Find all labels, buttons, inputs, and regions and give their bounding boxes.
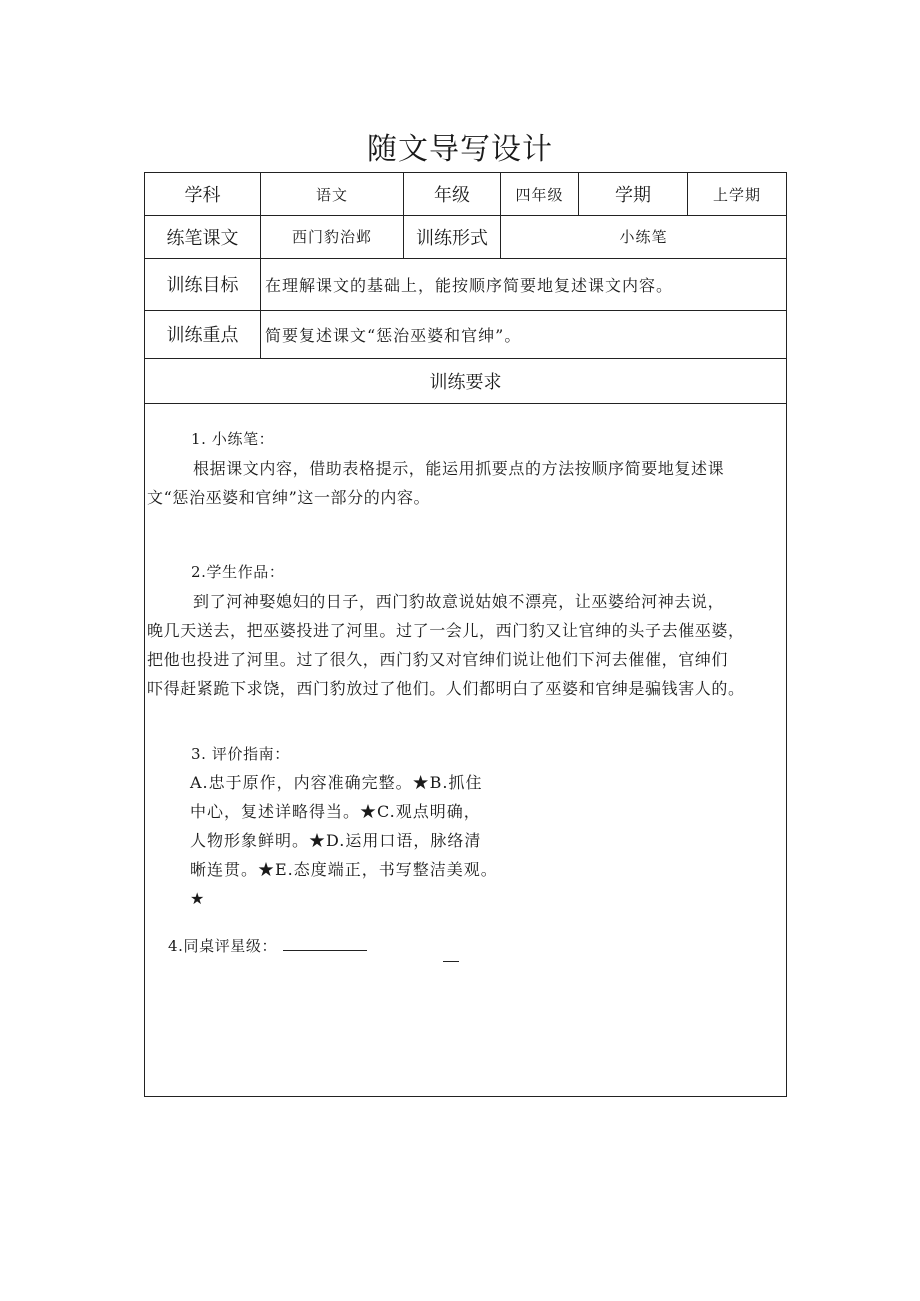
requirements-title: 训练要求 — [429, 371, 502, 393]
design-table — [144, 172, 787, 1097]
grade-label: 年级 — [403, 173, 500, 215]
section1-line: 根据课文内容，借助表格提示，能运用抓要点的方法按顺序简要地复述课 — [193, 459, 725, 478]
table-row-goal — [145, 258, 786, 311]
term-value: 上学期 — [687, 173, 786, 215]
evaluation-line: 晰连贯。★E.态度端正，书写整洁美观。 — [190, 860, 498, 879]
focus-label: 训练重点 — [166, 325, 239, 346]
evaluation-line: 中心，复述详略得当。★C.观点明确， — [190, 802, 481, 821]
goal-value: 在理解课文的基础上，能按顺序简要地复述课文内容。 — [260, 258, 786, 310]
table-row-focus — [145, 310, 786, 359]
form-value: 小练笔 — [500, 215, 786, 258]
requirements-body — [145, 404, 786, 1096]
table-row-basic-info — [145, 173, 786, 216]
section4-heading: 4.同桌评星级： — [168, 937, 278, 955]
evaluation-line: A.忠于原作，内容准确完整。★B.抓住 — [190, 773, 483, 792]
evaluation-star: ★ — [190, 889, 206, 908]
table-row-lesson — [145, 215, 786, 259]
section1-line: 文“惩治巫婆和官绅”这一部分的内容。 — [147, 488, 431, 507]
lesson-label: 练笔课文 — [166, 227, 239, 249]
term-label: 学期 — [578, 173, 687, 215]
subject-value: 语文 — [260, 173, 403, 215]
evaluation-line: 人物形象鲜明。★D.运用口语，脉络清 — [190, 831, 482, 850]
focus-value: 简要复述课文“惩治巫婆和官绅”。 — [260, 310, 786, 358]
section2-line: 晚几天送去，把巫婆投进了河里。过了一会儿，西门豹又让官绅的头子去催巫婆， — [147, 621, 745, 640]
lesson-value: 西门豹治邺 — [260, 215, 403, 258]
form-label: 训练形式 — [403, 215, 500, 258]
page-title: 随文导写设计 — [367, 132, 553, 167]
subject-label: 学科 — [184, 185, 221, 206]
section2-line: 把他也投进了河里。过了很久，西门豹又对官绅们说让他们下河去催催，官绅们 — [147, 650, 729, 669]
section3-heading: 3. 评价指南： — [191, 745, 290, 763]
goal-label: 训练目标 — [166, 275, 239, 296]
section2-line: 到了河神娶媳妇的日子，西门豹故意说姑娘不漂亮，让巫婆给河神去说， — [193, 592, 725, 611]
section4-row — [168, 932, 367, 961]
section2-heading: 2.学生作品： — [191, 563, 285, 581]
underline-mark — [443, 961, 459, 962]
section2-line: 吓得赶紧跪下求饶，西门豹放过了他们。人们都明白了巫婆和官绅是骗钱害人的。 — [147, 679, 745, 698]
grade-value: 四年级 — [500, 173, 578, 215]
peer-rating-blank[interactable] — [283, 936, 367, 951]
section1-heading: 1. 小练笔： — [191, 430, 275, 448]
table-row-requirements-title — [145, 358, 786, 404]
